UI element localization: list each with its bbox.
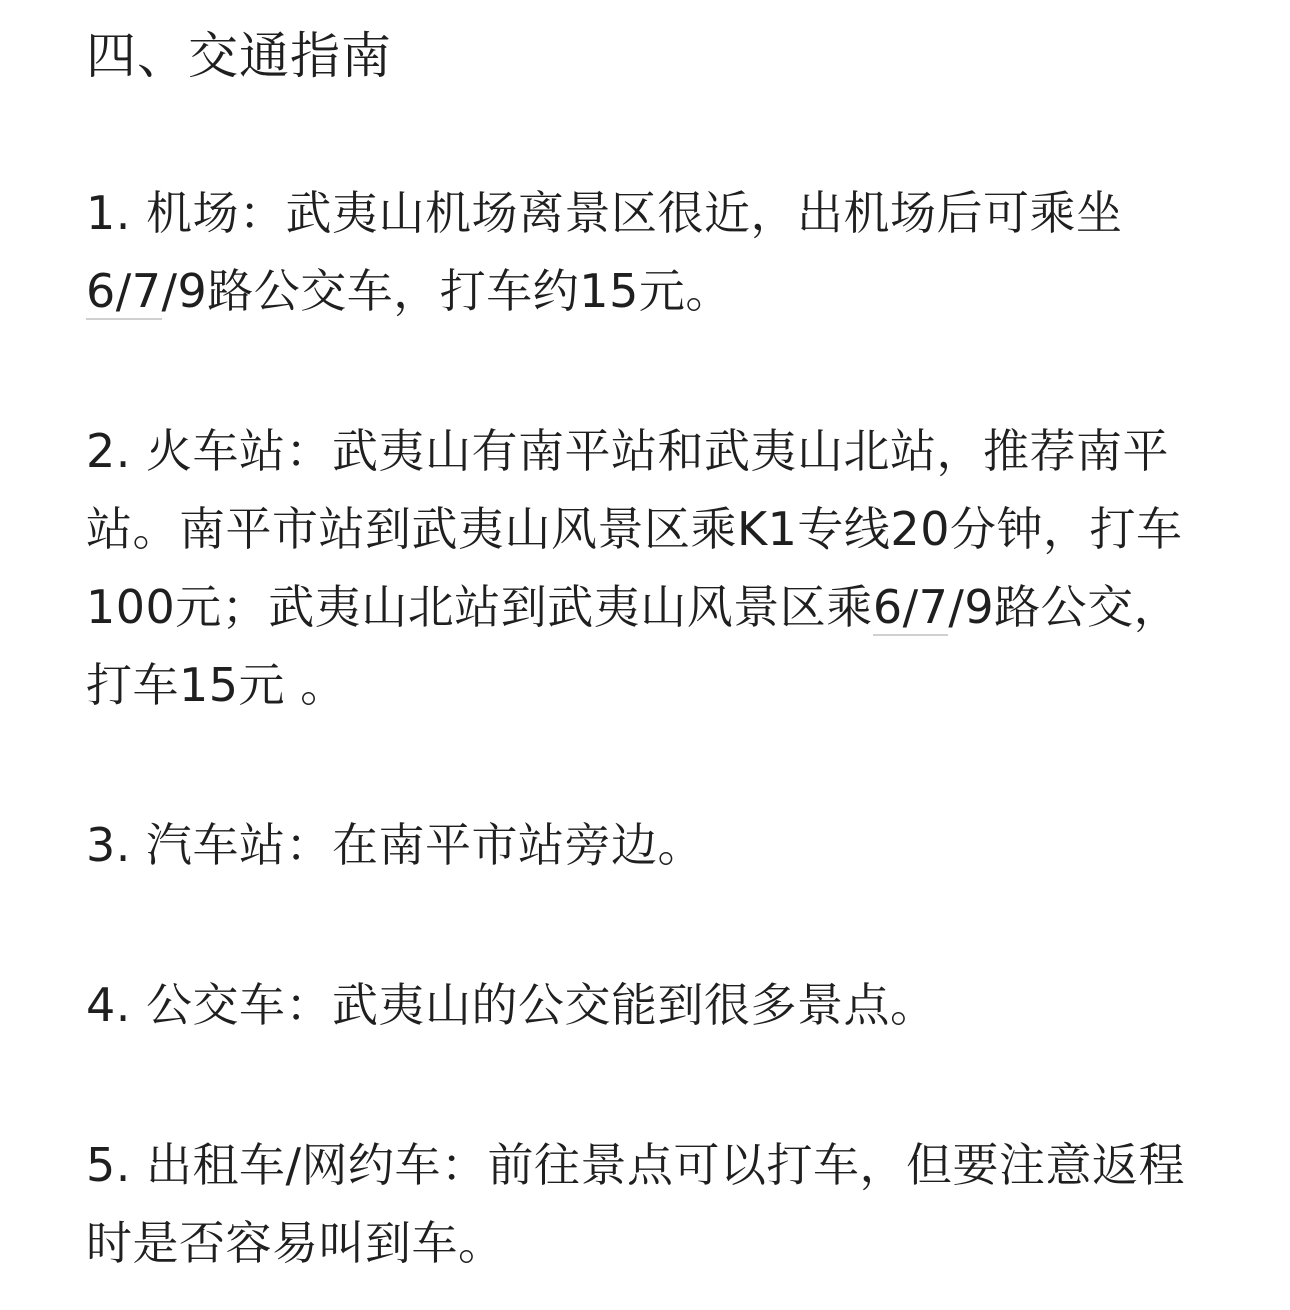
document-body [86,20,1216,1282]
paragraph-airport [86,174,1216,330]
paragraph-bus-station: 3. 汽车站：在南平市站旁边。 [86,818,705,872]
paragraph-train-station [86,412,1216,724]
airport-text-before: 1. 机场：武夷山机场离景区很近，出机场后可乘坐 [86,186,1123,240]
section-heading: 四、交通指南 [86,27,392,85]
paragraph-public-bus: 4. 公交车：武夷山的公交能到很多景点。 [86,978,937,1032]
train-text-after: /9路公交，打车15元 。 [86,580,1181,712]
train-text-before: 2. 火车站：武夷山有南平站和武夷山北站，推荐南平站。南平市站到武夷山风景区乘K1专线20分钟，打车100元；武夷山北站到武夷山风景区乘 [86,424,1183,634]
airport-text-after: /9路公交车，打车约15元。 [161,264,732,318]
airport-bus-route-link[interactable]: 6/7 [86,264,162,318]
train-bus-route-link[interactable]: 6/7 [872,580,949,634]
paragraph-taxi: 5. 出租车/网约车：前往景点可以打车，但要注意返程时是否容易叫到车。 [86,1138,1186,1270]
